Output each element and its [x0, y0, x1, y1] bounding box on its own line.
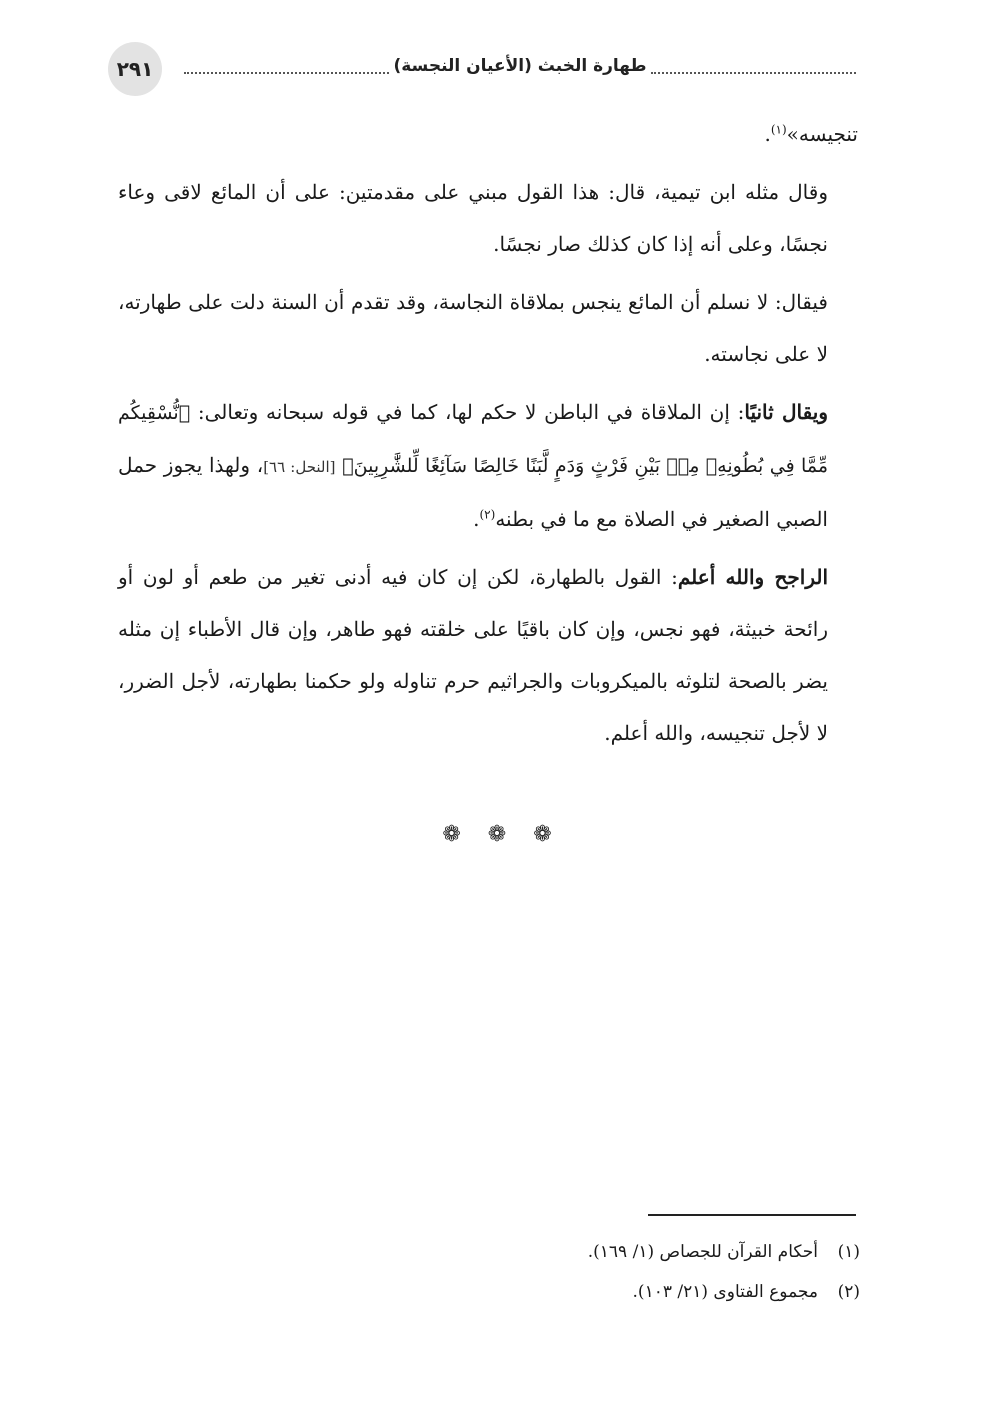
quran-verse: ﴿نُّسْقِيكُم مِّمَّا فِي بُطُونِهِۦ مِنۢ بَيْنِ فَرْثٍ وَدَمٍ لَّبَنًا خَالِصًا سَآئِغًا لِّلشَّٰرِبِينَ﴾: [118, 402, 829, 477]
paragraph-lead: ويقال ثانيًا: [744, 400, 828, 424]
header-line: [184, 56, 856, 76]
footnote-number: (١): [837, 1242, 860, 1262]
paragraph-4: [118, 551, 858, 759]
period: .: [473, 507, 480, 531]
footnote-ref-2[interactable]: (٢): [479, 507, 496, 522]
verse-reference: [النحل: ٦٦]: [263, 458, 336, 476]
header-dots-right: [651, 58, 856, 74]
paragraph-text: : القول بالطهارة، لكن إن كان فيه أدنى تغير من طعم أو لون أو رائحة خبيثة، فهو نجس، وإن كان باقيًا على خلقته فهو طاهر، وإن قال الأطباء إن مثله يضر بالصحة لتلوثه بالميكروبات والجراثيم حرم تناوله ولو حكمنا بطهارته، لأجل الضرر، لا لأجل تنجيسه، والله أعلم.: [118, 565, 828, 745]
footnote-2: [300, 1272, 860, 1312]
footnote-divider: [648, 1214, 856, 1216]
header-dots-left: [184, 58, 389, 74]
paragraph-0: [118, 108, 858, 160]
paragraph-text: : إن الملاقاة في الباطن لا حكم لها، كما في قوله سبحانه وتعالى:: [197, 400, 745, 424]
footnotes: [300, 1232, 860, 1312]
footnote-1: [300, 1232, 860, 1272]
page-header: [108, 42, 856, 98]
period: .: [764, 122, 771, 146]
footnote-ref-1[interactable]: (١): [770, 122, 787, 137]
footnote-number: (٢): [837, 1282, 860, 1302]
page-number: ٢٩١: [108, 42, 162, 96]
paragraph-3: [118, 386, 858, 545]
paragraph-1: وقال مثله ابن تيمية، قال: هذا القول مبني على مقدمتين: على أن المائع لاقى وعاء نجسًا، وعلى أنه إذا كان كذلك صار نجسًا.: [118, 180, 828, 256]
paragraph-lead: الراجح والله أعلم: [677, 565, 829, 589]
main-text: [118, 108, 858, 759]
paragraph-2: فيقال: لا نسلم أن المائع ينجس بملاقاة النجاسة، وقد تقدم أن السنة دلت على طهارته، لا على نجاسته.: [118, 290, 828, 366]
section-ornament: ❁ ❁ ❁: [442, 822, 562, 847]
paragraph-text: تنجيسه»: [786, 122, 858, 146]
footnote-text: أحكام القرآن للجصاص (١/ ١٦٩).: [587, 1242, 818, 1262]
paragraph-text-end: ، ولهذا يجوز حمل الصبي الصغير في الصلاة مع ما في بطنه: [118, 453, 828, 531]
footnote-text: مجموع الفتاوى (٢١/ ١٠٣).: [632, 1282, 818, 1302]
running-title: طهارة الخبث (الأعيان النجسة): [393, 56, 647, 76]
